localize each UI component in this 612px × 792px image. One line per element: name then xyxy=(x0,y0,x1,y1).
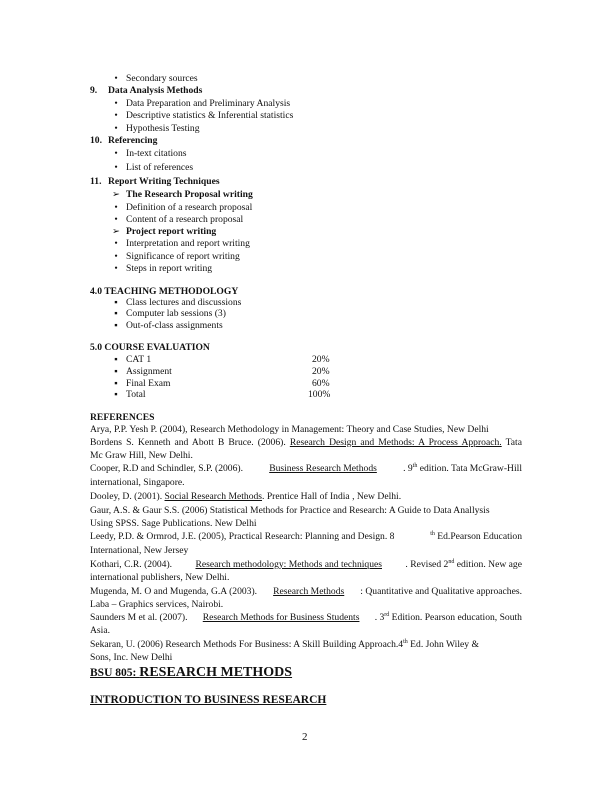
reference-title: Business Research Methods xyxy=(269,463,377,474)
reference-text: . 9th edition. Tata McGraw-Hill xyxy=(403,462,522,474)
section-10-number: 10. xyxy=(90,135,102,146)
bullet-glyph: • xyxy=(114,98,118,109)
bullet-glyph: • xyxy=(114,123,118,134)
bullet-glyph: • xyxy=(114,202,118,213)
list-item: Computer lab sessions (3) xyxy=(126,308,226,319)
reference-continuation: Using SPSS. Sage Publications. New Delhi xyxy=(90,518,257,529)
evaluation-value: 20% xyxy=(312,354,330,365)
reference-text: Bordens S. Kenneth and Abott B Bruce. (2006). xyxy=(90,437,290,448)
reference-text: . Prentice Hall of India , New Delhi. xyxy=(262,491,402,502)
list-item: Definition of a research proposal xyxy=(126,202,253,213)
reference-text: Mugenda, M. O and Mugenda, G.A (2003). xyxy=(90,586,258,597)
list-item: In-text citations xyxy=(126,148,187,159)
square-bullet-icon: ▪ xyxy=(114,366,118,377)
subsection-title: Project report writing xyxy=(126,226,217,237)
reference-entry xyxy=(90,586,522,598)
course-name: RESEARCH METHODS xyxy=(139,665,293,680)
reference-continuation: Mc Graw Hill, New Delhi. xyxy=(90,450,193,461)
section-11-number: 11. xyxy=(90,176,102,187)
list-item: Content of a research proposal xyxy=(126,214,244,225)
evaluation-label: Final Exam xyxy=(126,378,171,389)
list-item: Descriptive statistics & Inferential statistics xyxy=(126,110,294,121)
bullet-glyph: • xyxy=(114,214,118,225)
arrow-bullet-icon: ➢ xyxy=(111,226,121,237)
list-item: Out-of-class assignments xyxy=(126,320,223,331)
reference-text: . Revised 2nd edition. New age xyxy=(405,558,522,570)
reference-entry: Arya, P.P. Yesh P. (2004), Research Methodology in Management: Theory and Case Studies, New Delhi xyxy=(90,424,489,435)
reference-superscript: th xyxy=(403,638,408,645)
evaluation-label: Total xyxy=(126,389,146,400)
section-9-number: 9. xyxy=(90,85,98,96)
reference-title: Research methodology: Methods and techniques xyxy=(195,559,382,570)
evaluation-value: 100% xyxy=(308,389,331,400)
list-item: Interpretation and report writing xyxy=(126,238,250,249)
course-title xyxy=(90,664,292,683)
reference-text: Sekaran, U. (2006) Research Methods For Business: A Skill Building Approach.4 xyxy=(90,639,404,650)
reference-text: Tata xyxy=(501,437,522,448)
list-item: Secondary sources xyxy=(126,73,198,84)
reference-continuation: Laba – Graphics services, Nairobi. xyxy=(90,599,224,610)
section-11-title: Report Writing Techniques xyxy=(108,176,220,187)
chapter-title: INTRODUCTION TO BUSINESS RESEARCH xyxy=(90,694,327,706)
square-bullet-icon: ▪ xyxy=(114,354,118,365)
references-heading: REFERENCES xyxy=(90,412,155,423)
bullet-glyph: • xyxy=(114,148,118,159)
subsection-title: The Research Proposal writing xyxy=(126,189,253,200)
teaching-methodology-heading: 4.0 TEACHING METHODOLOGY xyxy=(90,286,239,297)
reference-title: Research Methods xyxy=(273,586,345,597)
bullet-glyph: • xyxy=(114,251,118,262)
reference-entry xyxy=(90,612,522,624)
reference-text: Cooper, R.D and Schindler, S.P. (2006). xyxy=(90,463,243,474)
list-item: List of references xyxy=(126,162,194,173)
square-bullet-icon: ▪ xyxy=(114,378,118,389)
reference-text: Dooley, D. (2001). xyxy=(90,491,165,502)
reference-title: Research Design and Methods: A Process Approach. xyxy=(289,437,502,448)
arrow-bullet-icon: ➢ xyxy=(111,189,121,200)
reference-entry: Gaur, A.S. & Gaur S.S. (2006) Statistical Methods for Practice and Research: A Guide to Data Anallysis xyxy=(90,505,490,516)
square-bullet-icon: ▪ xyxy=(114,297,118,308)
reference-continuation: International, New Jersey xyxy=(90,545,189,556)
page-number: 2 xyxy=(302,731,308,743)
reference-text: $^{th}$ Ed.Pearson Education xyxy=(430,530,522,542)
reference-text: Kothari, C.R. (2004). xyxy=(90,559,173,570)
reference-title: Research Methods for Business Students xyxy=(202,612,360,623)
reference-entry xyxy=(90,491,401,503)
course-evaluation-heading: 5.0 COURSE EVALUATION xyxy=(90,342,210,353)
square-bullet-icon: ▪ xyxy=(114,389,118,400)
bullet-glyph: • xyxy=(114,238,118,249)
reference-continuation: Sons, Inc. New Delhi xyxy=(90,652,173,663)
reference-continuation: Asia. xyxy=(90,625,110,636)
list-item: Data Preparation and Preliminary Analysis xyxy=(126,98,291,109)
bullet-glyph: • xyxy=(114,263,118,274)
reference-text: Saunders M et al. (2007). xyxy=(90,612,188,623)
list-item: Hypothesis Testing xyxy=(126,123,200,134)
section-10-title: Referencing xyxy=(108,135,158,146)
reference-continuation: international publishers, New Delhi. xyxy=(90,572,230,583)
evaluation-label: Assignment xyxy=(126,366,172,377)
reference-entry xyxy=(90,531,522,543)
reference-text: Ed. John Wiley & xyxy=(407,639,479,650)
section-9-title: Data Analysis Methods xyxy=(108,85,203,96)
reference-text: Leedy, P.D. & Ormrod, J.E. (2005), Practical Research: Planning and Design. 8 xyxy=(90,531,395,542)
evaluation-label: CAT 1 xyxy=(126,354,152,365)
list-item: Significance of report writing xyxy=(126,251,240,262)
reference-entry xyxy=(90,463,522,475)
reference-text: . 3rd Edition. Pearson education, South xyxy=(374,611,522,623)
bullet-glyph: • xyxy=(114,162,118,173)
bullet-glyph: • xyxy=(114,110,118,121)
list-item: Class lectures and discussions xyxy=(126,297,242,308)
reference-entry xyxy=(90,437,522,449)
evaluation-value: 20% xyxy=(312,366,330,377)
course-code: BSU 805: xyxy=(90,667,140,679)
reference-title: Social Research Methods xyxy=(164,491,263,502)
evaluation-value: 60% xyxy=(312,378,330,389)
reference-entry xyxy=(90,639,479,651)
reference-continuation: international, Singapore. xyxy=(90,477,185,488)
square-bullet-icon: ▪ xyxy=(114,320,118,331)
bullet-glyph: • xyxy=(114,73,118,84)
reference-entry xyxy=(90,559,522,571)
list-item: Steps in report writing xyxy=(126,263,213,274)
reference-text: : Quantitative and Qualitative approaches. xyxy=(360,586,522,597)
square-bullet-icon: ▪ xyxy=(114,308,118,319)
